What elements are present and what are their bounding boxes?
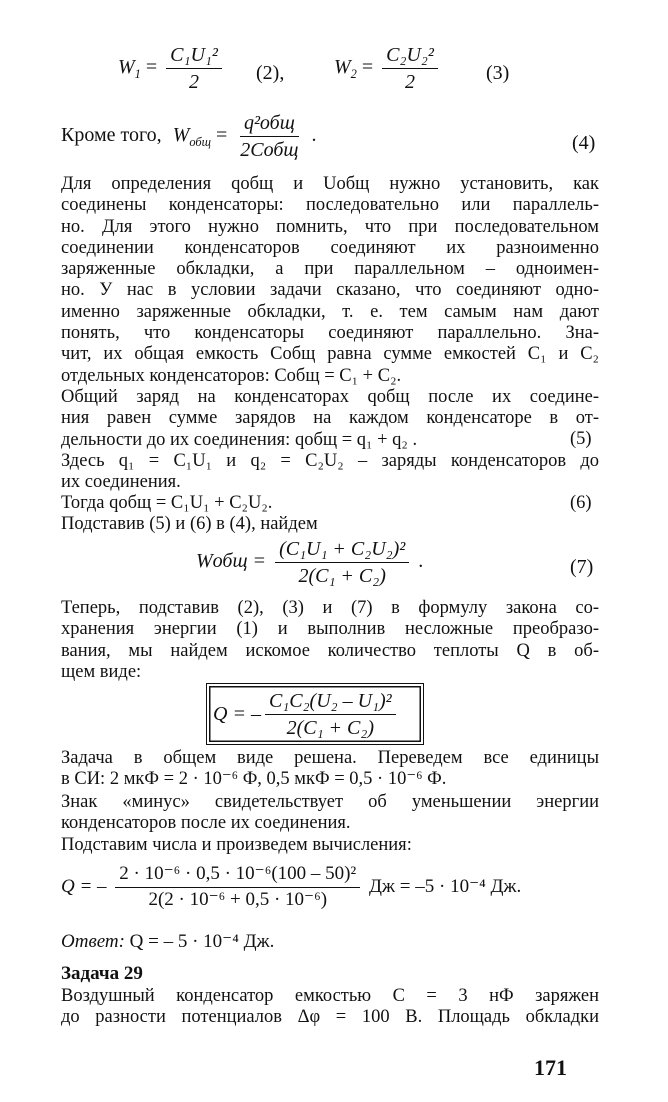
p4-label: (6) bbox=[570, 493, 592, 513]
eq4-prefix: Кроме того, bbox=[61, 124, 162, 147]
p2-line: ния равен сумме зарядов на каждом конденсаторе в от- bbox=[61, 408, 599, 429]
p8-line: конденсаторов после их соединения. bbox=[61, 813, 351, 834]
eq4-lhs: W bbox=[172, 124, 190, 147]
boxed-formula bbox=[206, 683, 424, 745]
p7-line: в СИ: 2 мкФ = 2 · 10⁻⁶ Ф, 0,5 мкФ = 0,5 · 10⁻⁶ Ф. bbox=[61, 769, 447, 790]
answer-value: Q = – 5 · 10⁻⁴ Дж. bbox=[129, 931, 275, 952]
eq3-denominator: 2 bbox=[405, 71, 415, 93]
equation-2: $W_1$ = $\frac{\text{C₁U₁²}}{2}$ bbox=[118, 44, 226, 93]
eq2-lhs: W bbox=[118, 56, 135, 79]
equation-3: $W_2$ = $\frac{\text{C₂U₂²}}{2}$ bbox=[334, 44, 442, 93]
p6-line: вания, мы найдем искомое количество теплоты Q в об- bbox=[61, 640, 599, 661]
p5-line: Подставив (5) и (6) в (4), найдем bbox=[61, 514, 318, 534]
eq2-fraction bbox=[166, 44, 222, 93]
p6-line: Теперь, подставив (2), (3) и (7) в формулу закона со- bbox=[61, 598, 599, 618]
p7-line: Задача в общем виде решена. Переведем все единицы bbox=[61, 748, 599, 768]
calc-numerator: 2 · 10⁻⁶ · 0,5 · 10⁻⁶(100 – 50)² bbox=[115, 864, 360, 888]
p2-label: (5) bbox=[570, 429, 592, 449]
p8-line: Знак «минус» свидетельствует об уменьшении энергии bbox=[61, 792, 599, 812]
answer bbox=[61, 930, 274, 953]
paragraph-8 bbox=[61, 792, 599, 835]
calculation bbox=[61, 864, 521, 911]
eq2-sub: 1 bbox=[134, 67, 141, 82]
p1-line: соединении конденсаторов соединяют их разноименно bbox=[61, 237, 599, 258]
eq4-label: (4) bbox=[572, 132, 596, 154]
task-text bbox=[61, 986, 599, 1029]
p6-line: щем виде: bbox=[61, 661, 142, 682]
eq4-denominator: 2Cобщ bbox=[240, 139, 299, 161]
paragraph-5 bbox=[61, 514, 599, 535]
paragraph-6 bbox=[61, 598, 599, 683]
eq3-fraction bbox=[382, 44, 438, 93]
boxed-fraction bbox=[265, 690, 396, 739]
eq7-lhs: Wобщ = bbox=[196, 550, 267, 573]
p3-line: Здесь q₁ = C₁U₁ и q₂ = C₂U₂ – заряды конденсаторов до bbox=[61, 451, 599, 471]
p1-line: Для определения qобщ и Uобщ нужно установить, как bbox=[61, 174, 599, 194]
paragraph-4 bbox=[61, 493, 599, 514]
boxed-numerator: C₁C₂(U₂ – U₁)² bbox=[265, 690, 396, 715]
eq7-label: (7) bbox=[570, 556, 594, 578]
eq2-label: (2), bbox=[256, 62, 285, 84]
paragraph-7 bbox=[61, 748, 599, 791]
p1-line: именно заряженные обкладки, т. е. тем самым нам дают bbox=[61, 301, 599, 322]
p1-line: отдельных конденсаторов: Cобщ = C₁ + C₂. bbox=[61, 365, 402, 386]
p1-line: но. Для этого нужно помнить, что при последовательном bbox=[61, 216, 599, 237]
eq7-fraction bbox=[275, 538, 409, 587]
equation-7: Wобщ = $\frac{\text{(C₁U₁ + C₂U₂)²}}{\text{2(C₁ + C₂)}}$ . bbox=[196, 538, 424, 587]
answer-label: Ответ: bbox=[61, 931, 125, 952]
paragraph-1 bbox=[61, 174, 599, 387]
task-line: Воздушный конденсатор емкостью C = 3 нФ заряжен bbox=[61, 986, 599, 1006]
equation-4: Кроме того, $W_{общ}$ = $\frac{\text{q²общ}}{\text{2Cобщ}}$ . bbox=[61, 112, 317, 161]
p1-line: понять, что конденсаторы соединяют параллельно. Зна- bbox=[61, 323, 599, 344]
p1-line: чит, их общая емкость Cобщ равна сумме емкостей C₁ и C₂ bbox=[61, 344, 599, 365]
task-line: до разности потенциалов Δφ = 100 В. Площадь обкладки bbox=[61, 1007, 599, 1028]
calc-lhs: Q = – bbox=[61, 875, 107, 897]
page-number: 171 bbox=[534, 1055, 567, 1080]
p4-line: Тогда qобщ = C₁U₁ + C₂U₂. bbox=[61, 493, 273, 513]
boxed-lhs: Q = – bbox=[213, 702, 261, 725]
eq2-numerator: C₁U₁² bbox=[166, 44, 222, 69]
p1-line: но. У нас в условии задачи сказано, что соединяют одно- bbox=[61, 280, 599, 301]
eq7-numerator: (C₁U₁ + C₂U₂)² bbox=[275, 538, 409, 563]
eq2-denominator: 2 bbox=[189, 71, 199, 93]
p2-line: дельности до их соединения: qобщ = q₁ + q₂ . bbox=[61, 429, 418, 450]
calc-denominator: 2(2 · 10⁻⁶ + 0,5 · 10⁻⁶) bbox=[148, 888, 328, 910]
eq3-lhs: W bbox=[334, 56, 351, 79]
p2-line: Общий заряд на конденсаторах qобщ после их соедине- bbox=[61, 387, 599, 407]
p9-line: Подставим числа и произведем вычисления: bbox=[61, 835, 412, 855]
eq7-denominator: 2(C₁ + C₂) bbox=[298, 565, 386, 587]
p6-line: хранения энергии (1) и выполнив несложные преобразо- bbox=[61, 619, 599, 640]
p1-line: соединены конденсаторы: последовательно или параллель- bbox=[61, 195, 599, 216]
eq3-numerator: C₂U₂² bbox=[382, 44, 438, 69]
task-title: Задача 29 bbox=[61, 963, 143, 984]
eq3-sub: 2 bbox=[350, 67, 357, 82]
p1-line: заряженные обкладки, а при параллельном – одноимен- bbox=[61, 259, 599, 280]
paragraph-3 bbox=[61, 451, 599, 494]
paragraph-2 bbox=[61, 387, 599, 451]
eq4-numerator: q²общ bbox=[240, 112, 299, 137]
calc-fraction bbox=[115, 864, 360, 911]
paragraph-9 bbox=[61, 835, 599, 856]
eq4-sub: общ bbox=[189, 135, 211, 150]
boxed-denominator: 2(C₁ + C₂) bbox=[286, 716, 374, 739]
p3-line: их соединения. bbox=[61, 472, 181, 493]
eq4-fraction bbox=[236, 112, 302, 161]
eq3-label: (3) bbox=[486, 62, 510, 84]
calc-rhs: Дж = –5 · 10⁻⁴ Дж. bbox=[368, 875, 522, 897]
